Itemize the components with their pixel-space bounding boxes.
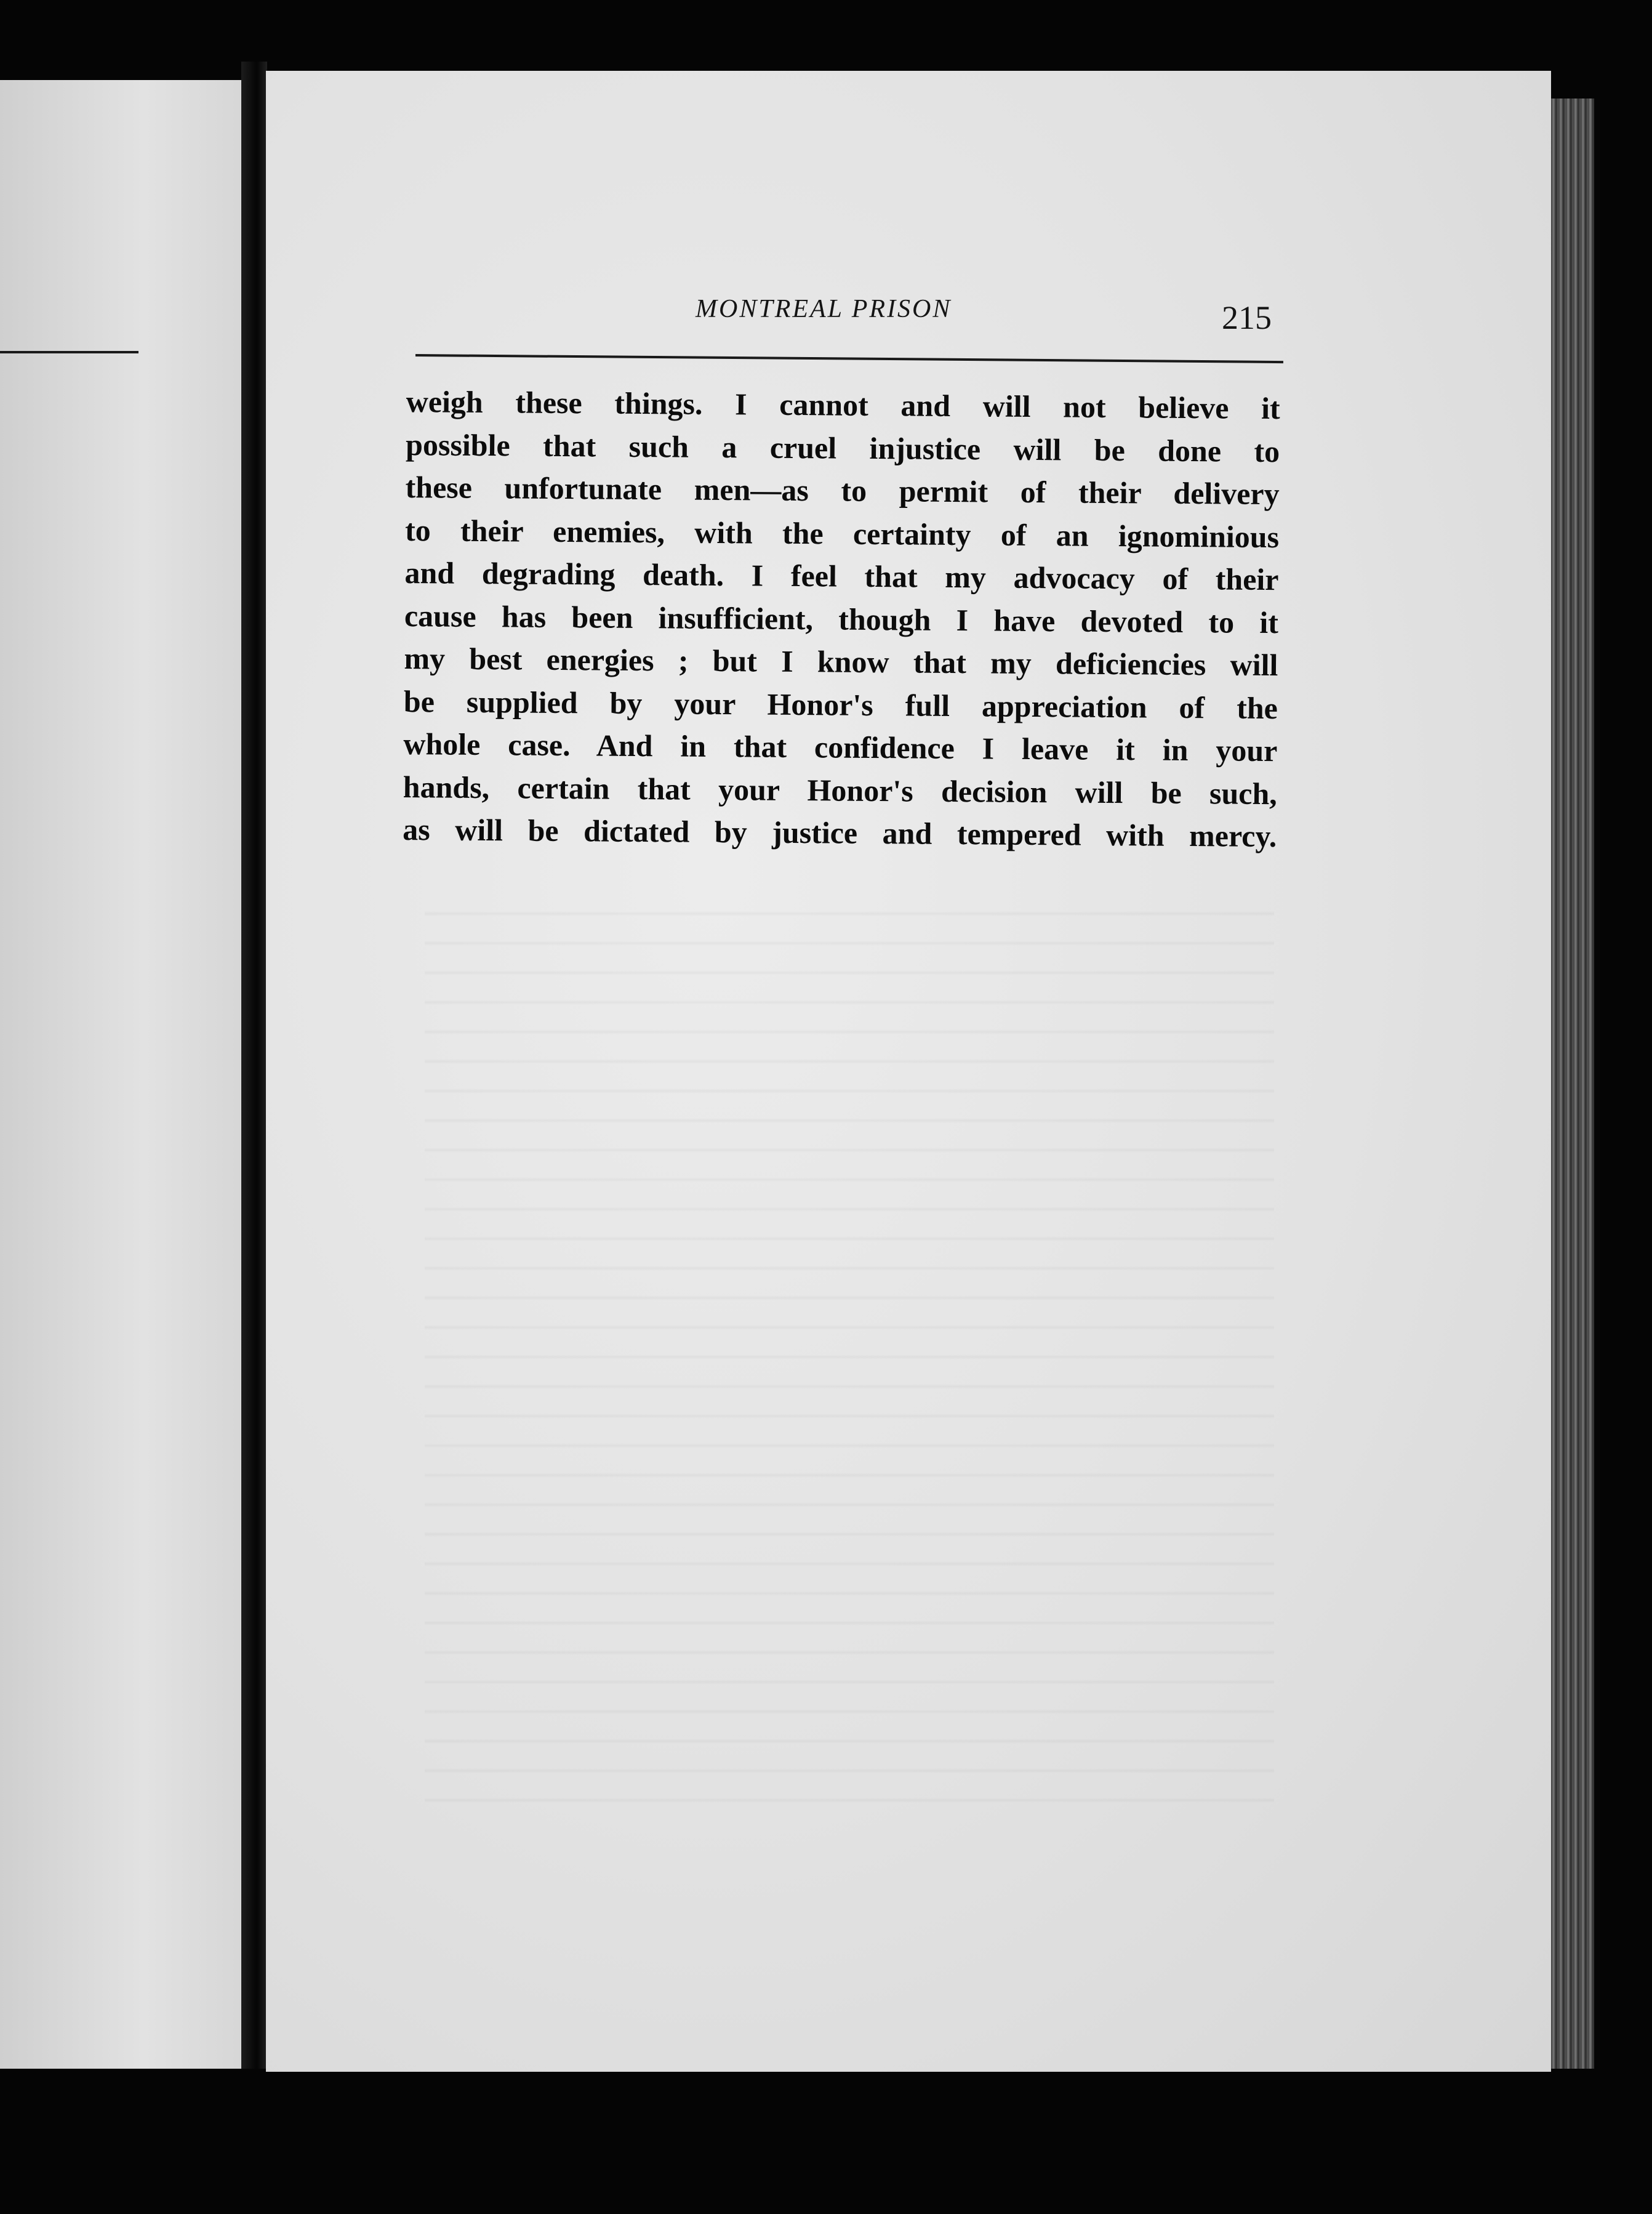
text-line: be supplied by your Honor's full appreciation of the (403, 683, 1278, 725)
previous-page (0, 80, 262, 2069)
previous-page-head-rule (0, 351, 138, 353)
show-through-texture (425, 887, 1274, 1810)
text-line: these unfortunate men—as to permit of their delivery (405, 469, 1280, 512)
text-line: my best energies ; but I know that my deficiencies will (404, 640, 1278, 683)
running-head: MONTREAL PRISON (696, 295, 952, 323)
text-line: weigh these things. I cannot and will not believe it (406, 384, 1280, 426)
text-line: and degrading death. I feel that my advocacy of their (404, 555, 1279, 597)
text-line: whole case. And in that confidence I leave it in your (403, 726, 1278, 768)
page-number: 215 (1222, 299, 1272, 336)
text-line: to their enemies, with the certainty of an ignominious (404, 512, 1280, 554)
page-stack-edge (1551, 99, 1594, 2069)
book-gutter (241, 62, 267, 2069)
text-line: as will be dictated by justice and tempered with mercy. (403, 811, 1277, 854)
text-line: possible that such a cruel injustice will be done to (405, 427, 1280, 469)
body-paragraph (403, 380, 1280, 858)
text-line: cause has been insufficient, though I have devoted to it (404, 598, 1279, 640)
text-line: hands, certain that your Honor's decision will be such, (403, 769, 1277, 811)
